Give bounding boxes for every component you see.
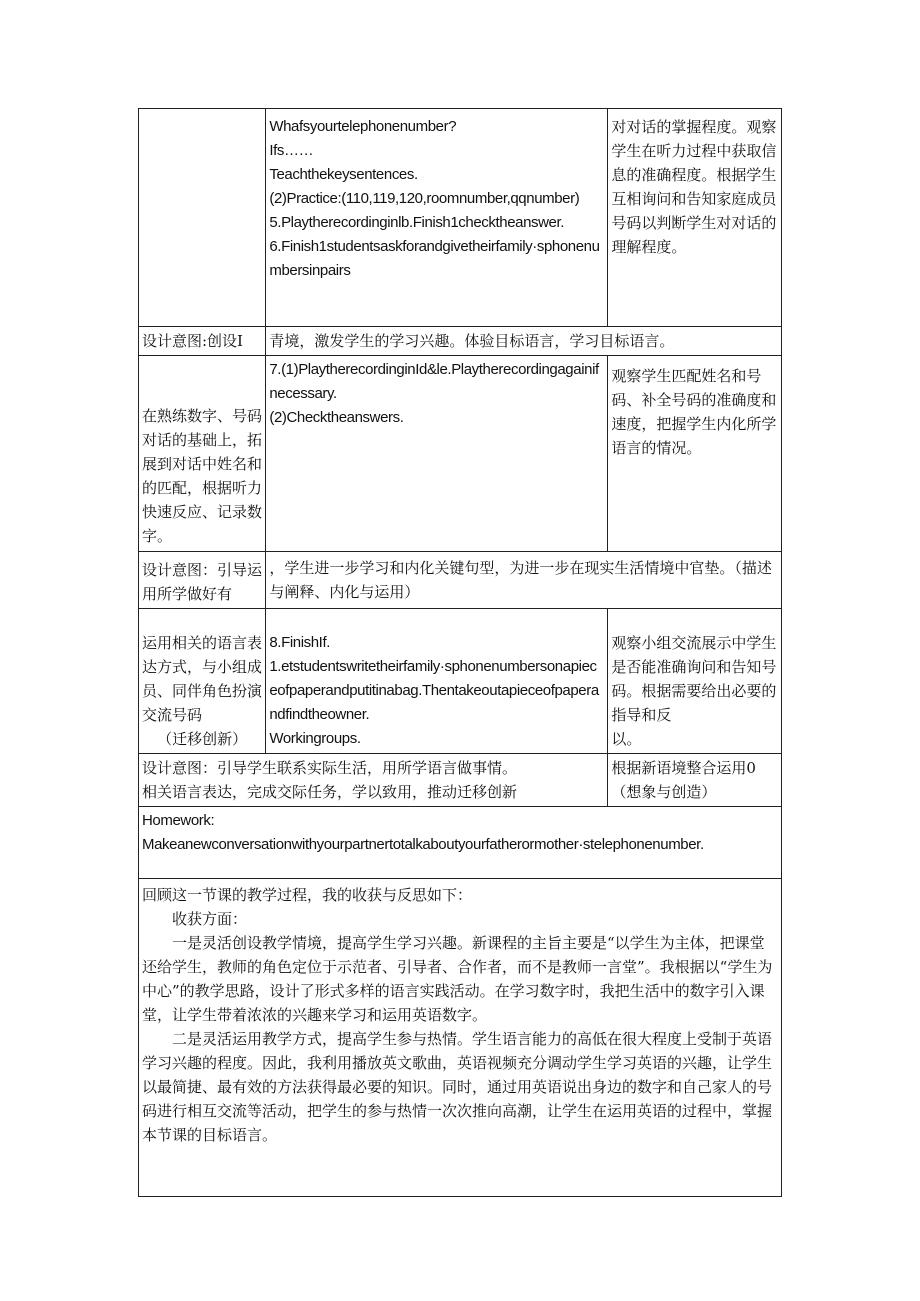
assessment-cell: 对对话的掌握程度。观察学生在听力过程中获取信息的准确程度。根据学生互相询问和告知家庭成员号码以判断学生对对话的理解程度。 [608, 109, 782, 327]
step-line: (2)Checktheanswers. [269, 409, 404, 426]
assessment-cell [608, 609, 782, 754]
intent-text: ，学生进一步学习和内化关键句型，为进一步在现实生活情境中官垫。（描述与阐释、内化与运用） [266, 552, 782, 609]
reflection-paragraph: 二是灵活运用教学方式，提高学生参与热情。学生语言能力的高低在很大程度上受制于英语学习兴趣的程度。因此，我利用播放英文歌曲，英语视频充分调动学生学习英语的兴趣，让学生以最简捷、最有效的方法获得最必要的知识。同时，通过用英语说出身边的数字和自己家人的号码进行相互交流等活动，把学生的参与热情一次次推向高潮，让学生在运用英语的过程中，掌握本节课的目标语言。 [142, 1030, 773, 1144]
step-line: 7.(1)PlaytherecordinginId&le.Playtherecordingagainifnecessary. [269, 361, 599, 402]
teaching-steps-cell [266, 109, 608, 327]
step-line: (2)Practice:(110,119,120,roomnumber,qqnumber) [269, 190, 580, 207]
intent-line: 相关语言表达，完成交际任务，学以致用，推动迁移创新 [142, 783, 518, 801]
assessment-text: 观察小组交流展示中学生是否能准确询问和告知号码。根据需要给出必要的指导和反 [611, 634, 777, 724]
intent-label: 设计意图：引导运用所学做好有 [139, 552, 266, 609]
objective-text: 在熟练数字、号码对话的基础上，拓展到对话中姓名和的匹配，根据听力快速反应、记录数字。 [142, 407, 263, 545]
table-row [139, 356, 782, 552]
step-line: Teachthekeysentences. [269, 166, 418, 183]
step-line: 6.Finish1studentsaskforandgivetheirfamily·sphonenumbersinpairs [269, 238, 600, 279]
reflection-paragraph: 一是灵活创设教学情境，提高学生学习兴趣。新课程的主旨主要是“以学生为主体，把课堂还给学生，教师的角色定位于示范者、引导者、合作者，而不是教师一言堂”。我根据以“学生为中心”的教学思路，设计了形式多样的语言实践活动。在学习数字时，我把生活中的数字引入课堂，让学生带着浓浓的兴趣来学习和运用英语数字。 [142, 934, 773, 1024]
intent-label: 设计意图:创设I [139, 327, 266, 356]
assessment-text-end: 以。 [611, 730, 642, 748]
table-row [139, 754, 782, 807]
intent-line: 设计意图：引导学生联系实际生活，用所学语言做事情。 [142, 759, 518, 777]
assessment-cell: 根据新语境整合运用0（想象与创造） [608, 754, 782, 807]
objective-text: 运用相关的语言表达方式，与小组成员、同伴角色扮演交流号码 [142, 634, 263, 724]
objective-cell [139, 609, 266, 754]
reflection-cell [139, 879, 782, 1197]
step-line: 1.etstudentswritetheirfamily·sphonenumbersonapieceofpaperandputitinabag.Thentakeoutapieceofpaperandfindtheowner. [269, 658, 599, 723]
table-row [139, 609, 782, 754]
table-row [139, 552, 782, 609]
lesson-plan-table [138, 108, 782, 1197]
step-line: Ifs…… [269, 142, 314, 159]
empty-cell [139, 109, 266, 327]
homework-text: Makeanewconversationwithyourpartnertotalkaboutyourfatherormother·stelephonenumber. [142, 836, 704, 853]
objective-tag: （迁移创新） [157, 730, 248, 748]
step-line: Whafsyourtelephonenumber? [269, 118, 457, 135]
teaching-steps-cell [266, 609, 608, 754]
reflection-heading: 收获方面： [172, 910, 248, 928]
intent-text: 青境，激发学生的学习兴趣。体验目标语言，学习目标语言。 [266, 327, 782, 356]
homework-title: Homework: [142, 812, 215, 829]
table-row [139, 109, 782, 327]
teaching-steps-cell [266, 356, 608, 552]
step-line: 8.FinishIf. [269, 634, 330, 651]
table-row [139, 807, 782, 879]
homework-cell [139, 807, 782, 879]
intent-cell [139, 754, 608, 807]
step-line: Workingroups. [269, 730, 361, 747]
step-line: 5.Playtherecordinginlb.Finish1checktheanswer. [269, 214, 565, 231]
table-row [139, 327, 782, 356]
objective-cell [139, 356, 266, 552]
assessment-cell: 观察学生匹配姓名和号码、补全号码的准确度和速度，把握学生内化所学语言的情况。 [608, 356, 782, 552]
lesson-plan-page [138, 108, 782, 1197]
reflection-intro: 回顾这一节课的教学过程，我的收获与反思如下： [142, 886, 473, 904]
table-row [139, 879, 782, 1197]
